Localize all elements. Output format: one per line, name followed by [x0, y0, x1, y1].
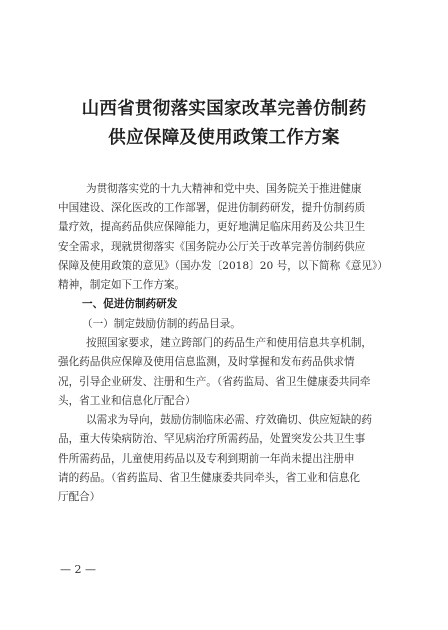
paragraph-line: 头，省工业和信息化厅配合）	[58, 395, 196, 407]
document-title-line-2: 供应保障及使用政策工作方案	[108, 128, 340, 148]
paragraph-line: 件所需药品，儿童使用药品以及专利到期前一年尚未提出注册申	[58, 453, 355, 465]
paragraph-line: 品，重大传染病防治、罕见病治疗所需药品，处置突发公共卫生事	[58, 433, 366, 445]
intro-line: 保障及使用政策的意见》（国办发〔2018〕20 号，以下简称《意见》）	[58, 260, 388, 272]
subsection-heading: （一）制定鼓励仿制的药品目录。	[82, 318, 241, 330]
paragraph-line: 厅配合）	[58, 491, 101, 503]
intro-line: 中国建设、深化医改的工作部署，促进仿制药研发，提升仿制药质	[58, 202, 366, 214]
intro-line: 量疗效，提高药品供应保障能力，更好地满足临床用药及公共卫生	[58, 221, 366, 233]
document-title-line-1: 山西省贯彻落实国家改革完善仿制药	[81, 99, 367, 119]
paragraph-line: 以需求为导向，鼓励仿制临床必需、疗效确切、供应短缺的药	[86, 414, 373, 426]
paragraph-line: 况，引导企业研发、注册和生产。（省药监局、省卫生健康委共同牵	[58, 376, 371, 388]
intro-line: 精神，制定如下工作方案。	[58, 279, 186, 291]
intro-line: 安全需求，现就贯彻落实《国务院办公厅关于改革完善仿制药供应	[58, 241, 366, 253]
section-heading: 一、促进仿制药研发	[82, 298, 178, 310]
paragraph-line: 请的药品。（省药监局、省卫生健康委共同牵头，省工业和信息化	[58, 472, 360, 484]
paragraph-line: 按照国家要求，建立跨部门的药品生产和使用信息共享机制，	[86, 337, 373, 349]
paragraph-line: 强化药品供应保障及使用信息监测，及时掌握和发布药品供求情	[58, 356, 355, 368]
page-number: — 2 —	[60, 563, 96, 576]
intro-line: 为贯彻落实党的十九大精神和党中央、国务院关于推进健康	[86, 183, 362, 195]
